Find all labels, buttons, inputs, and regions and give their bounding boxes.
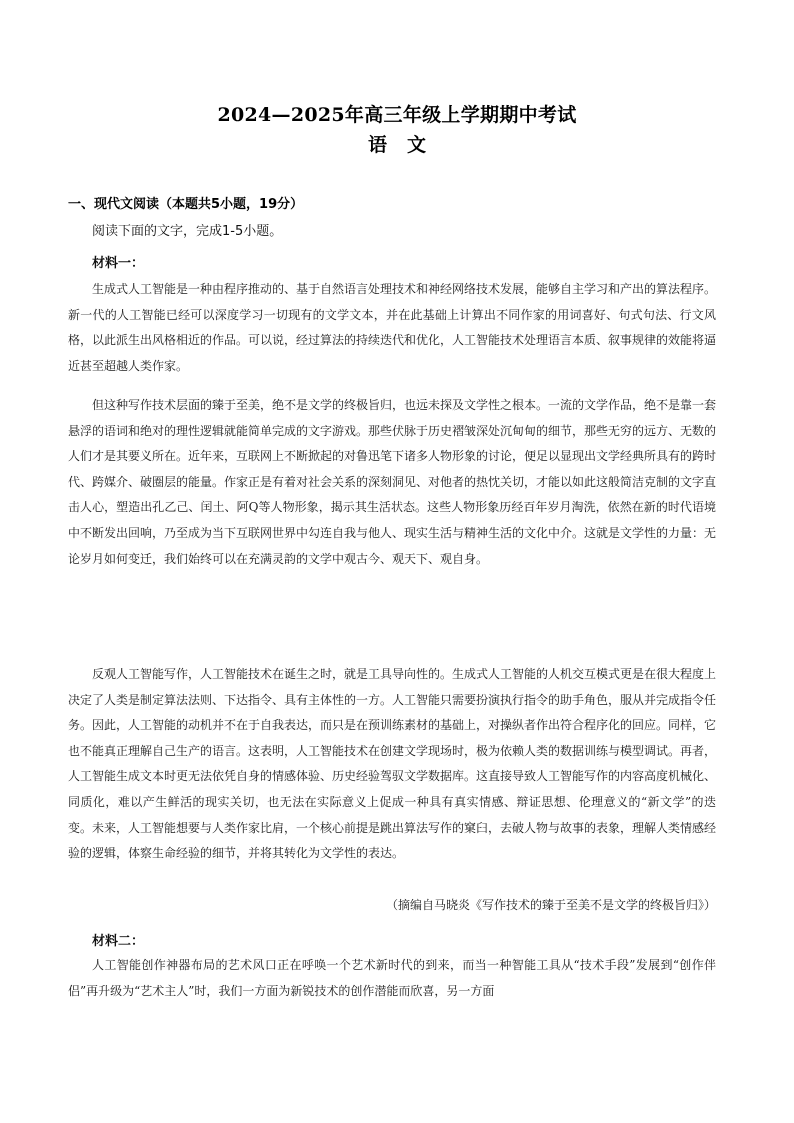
- material-two-paragraph: 人工智能创作神器布局的艺术风口正在呼唤一个艺术新时代的到来，而当一种智能工具从“技术手段”发展到“创作伴侣”再升级为“艺术主人”时，我们一方面为新锐技术的创作潜能而欣喜，另一方面: [68, 958, 716, 998]
- material-one-label: 材料一：: [92, 256, 145, 271]
- material-one-paragraph: 但这种写作技术层面的臻于至美，绝不是文学的终极旨归，也远未探及文学性之根本。一流的文学作品，绝不是靠一套悬浮的语词和绝对的理性逻辑就能简单完成的文字游戏。那些伏脉于历史褶皱深处沉甸甸的细节，那些无穷的远方、无数的人们才是其要义所在。近年来，互联网上不断掀起的对鲁迅笔下诸多人物形象的讨论，便足以显现出文学经典所具有的跨时代、跨媒介、破圈层的能量。作家正是有着对社会关系的深刻洞见、对他者的热忱关切，才能以如此这般简洁克制的文字直击人心，塑造出孔乙己、闰土、阿Q等人物形象，揭示其生活状态。这些人物形象历经百年岁月淘洗，依然在新的时代语境中不断发出回响，乃至成为当下互联网世界中勾连自我与他人、现实生活与精神生活的文化中介。这就是文学性的力量：无论岁月如何变迁，我们始终可以在充满灵韵的文学中观古今、观天下、观自身。: [68, 398, 717, 566]
- material-one-paragraph: 反观人工智能写作，人工智能技术在诞生之时，就是工具导向性的。生成式人工智能的人机交互模式更是在很大程度上决定了人类是制定算法法则、下达指令、具有主体性的一方。人工智能只需要扮演执行指令的助手角色，服从并完成指令任务。因此，人工智能的动机并不在于自我表达，而只是在预训练素材的基础上，对操纵者作出符合程序化的回应。同样，它也不能真正理解自己生产的语言。这表明，人工智能技术在创建文学现场时，极为依赖人类的数据训练与模型调试。再者，人工智能生成文本时更无法依凭自身的情感体验、历史经验驾驭文学数据库。这直接导致人工智能写作的内容高度机械化、同质化，难以产生鲜活的现实关切，也无法在实际意义上促成一种具有真实情感、辩证思想、伦理意义的“新文学”的迭变。未来，人工智能想要与人类作家比肩，一个核心前提是跳出算法写作的窠臼，去破人物与故事的表象，理解人类情感经验的逻辑，体察生命经验的细节，并将其转化为文学性的表达。: [68, 667, 717, 861]
- subject-title: 语文: [367, 134, 446, 156]
- material-one-citation: （摘编自马晓炎《写作技术的臻于至美不是文学的终极旨归》）: [385, 898, 716, 912]
- exam-title: 2024—2025年高三年级上学期期中考试: [217, 104, 577, 126]
- material-one-paragraph: 生成式人工智能是一种由程序推动的、基于自然语言处理技术和神经网络技术发展，能够自主学习和产出的算法程序。新一代的人工智能已经可以深度学习一切现有的文学文本，并在此基础上计算出不同作家的用词喜好、句式句法、行文风格，以此派生出风格相近的作品。可以说，经过算法的持续迭代和优化，人工智能技术处理语言本质、叙事规律的效能将逼近甚至超越人类作家。: [68, 282, 717, 373]
- material-two-label: 材料二：: [92, 934, 145, 949]
- section-heading: 一、现代文阅读（本题共5小题，19分）: [68, 197, 304, 212]
- reading-instruction: 阅读下面的文字，完成1-5小题。: [92, 224, 283, 239]
